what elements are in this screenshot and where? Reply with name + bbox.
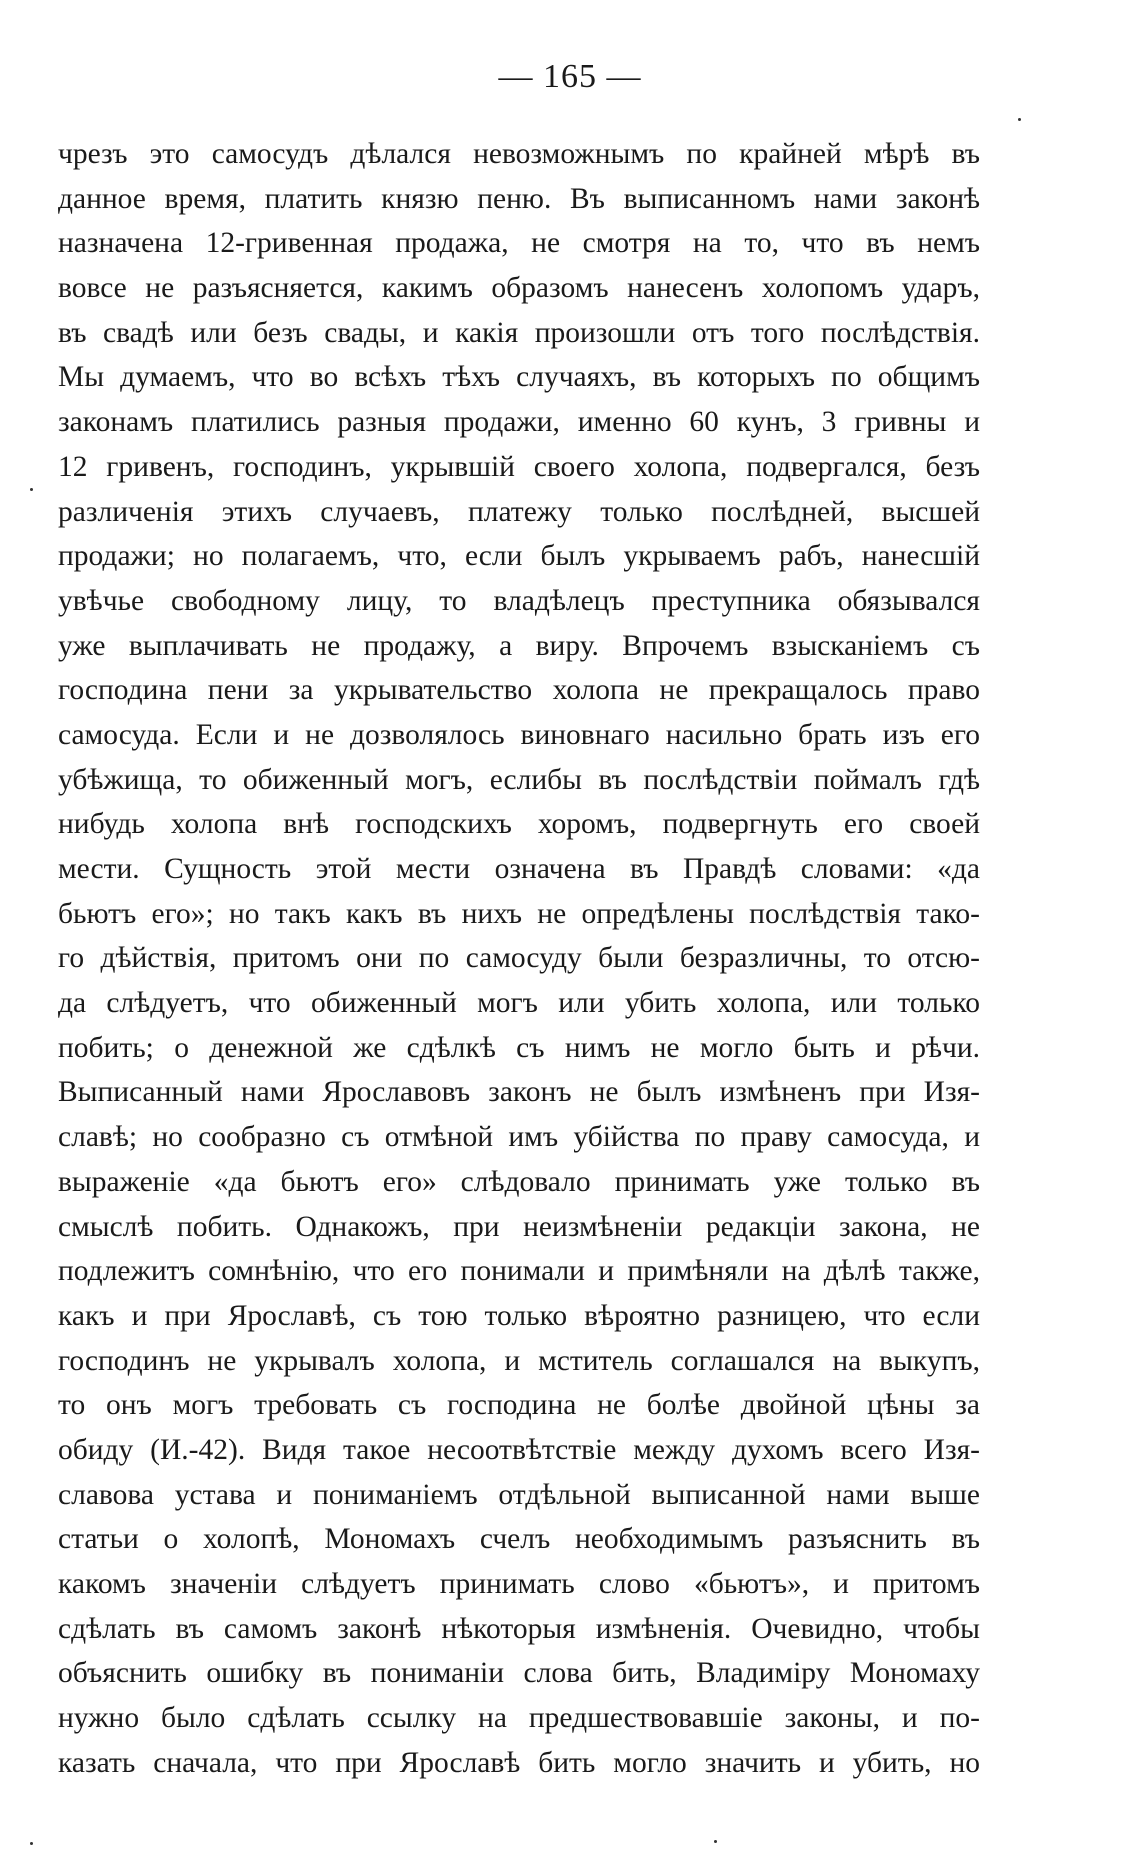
text-line: самосуда. Если и не дозволялось виновнаго насильно брать изъ его: [58, 718, 980, 751]
text-line: Выписанный нами Ярославовъ законъ не былъ измѣненъ при Изя-: [58, 1076, 980, 1109]
text-line: назначена 12-гривенная продажа, не смотря на то, что въ немъ: [58, 227, 980, 260]
text-line: выраженіе «да бьютъ его» слѣдовало принимать уже только въ: [58, 1165, 980, 1198]
text-line: господина пени за укрывательство холопа не прекращалось право: [58, 674, 980, 707]
body-text: [58, 132, 980, 1785]
text-line: господинъ не укрывалъ холопа, и мститель соглашался на выкупъ,: [58, 1344, 980, 1377]
text-line: уже выплачивать не продажу, а виру. Впрочемъ взысканіемъ съ: [58, 629, 980, 662]
text-line: чрезъ это самосудъ дѣлался невозможнымъ по крайней мѣрѣ въ: [58, 138, 980, 170]
text-line: законамъ платились разныя продажи, именно 60 кунъ, 3 гривны и: [58, 406, 980, 439]
text-line: сдѣлать въ самомъ законѣ нѣкоторыя измѣненія. Очевидно, чтобы: [58, 1612, 980, 1645]
text-line: какомъ значеніи слѣдуетъ принимать слово «бьютъ», и притомъ: [58, 1568, 980, 1600]
text-line: го дѣйствія, притомъ они по самосуду были безразличны, то отсю-: [58, 942, 980, 975]
text-line: побить; о денежной же сдѣлкѣ съ нимъ не могло быть и рѣчи.: [58, 1031, 980, 1064]
text-line: какъ и при Ярославѣ, съ тою только вѣроятно разницею, что если: [58, 1299, 980, 1332]
text-line: то онъ могъ требовать съ господина не болѣе двойной цѣны за: [58, 1389, 980, 1422]
text-line: увѣчье свободному лицу, то владѣлецъ преступника обязывался: [58, 584, 980, 617]
text-line: славова устава и пониманіемъ отдѣльной выписанной нами выше: [58, 1478, 980, 1511]
text-line: смыслѣ побить. Однакожъ, при неизмѣненіи редакціи закона, не: [58, 1210, 980, 1243]
text-line: казать сначала, что при Ярославѣ бить могло значить и убить, но: [58, 1746, 980, 1779]
scan-speck: [714, 1840, 717, 1843]
text-line: да слѣдуетъ, что обиженный могъ или убить холопа, или только: [58, 987, 980, 1020]
text-line: нужно было сдѣлать ссылку на предшествовавшіе законы, и по-: [58, 1702, 980, 1735]
text-line: Мы думаемъ, что во всѣхъ тѣхъ случаяхъ, въ которыхъ по общимъ: [58, 361, 980, 394]
text-line: статьи о холопѣ, Мономахъ счелъ необходимымъ разъяснить въ: [58, 1523, 980, 1556]
text-line: 12 гривенъ, господинъ, укрывшій своего холопа, подвергался, безъ: [58, 450, 980, 483]
text-line: данное время, платить князю пеню. Въ выписанномъ нами законѣ: [58, 182, 980, 215]
text-line: обиду (И.-42). Видя такое несоотвѣтствіе между духомъ всего Изя-: [58, 1433, 980, 1466]
page-number: — 165 —: [498, 58, 642, 95]
scan-speck: [30, 1842, 33, 1845]
scan-speck: [30, 488, 33, 491]
text-line: различенія этихъ случаевъ, платежу только послѣдней, высшей: [58, 495, 980, 528]
text-line: подлежитъ сомнѣнію, что его понимали и примѣняли на дѣлѣ также,: [58, 1255, 980, 1288]
text-line: нибудь холопа внѣ господскихъ хоромъ, подвергнуть его своей: [58, 808, 980, 841]
text-line: мести. Сущность этой мести означена въ Правдѣ словами: «да: [58, 853, 980, 885]
text-line: объяснить ошибку въ пониманіи слова бить, Владиміру Мономаху: [58, 1657, 980, 1690]
text-line: вовсе не разъясняется, какимъ образомъ нанесенъ холопомъ ударъ,: [58, 272, 980, 305]
text-line: убѣжища, то обиженный могъ, еслибы въ послѣдствіи поймалъ гдѣ: [58, 763, 980, 796]
text-line: продажи; но полагаемъ, что, если былъ укрываемъ рабъ, нанесшій: [58, 540, 980, 573]
text-line: бьютъ его»; но такъ какъ въ нихъ не опредѣлены послѣдствія тако-: [58, 897, 980, 930]
text-line: въ свадѣ или безъ свады, и какія произошли отъ того послѣдствія.: [58, 316, 980, 349]
text-line: славѣ; но сообразно съ отмѣной имъ убійства по праву самосуда, и: [58, 1121, 980, 1154]
scan-speck: [1018, 118, 1021, 121]
